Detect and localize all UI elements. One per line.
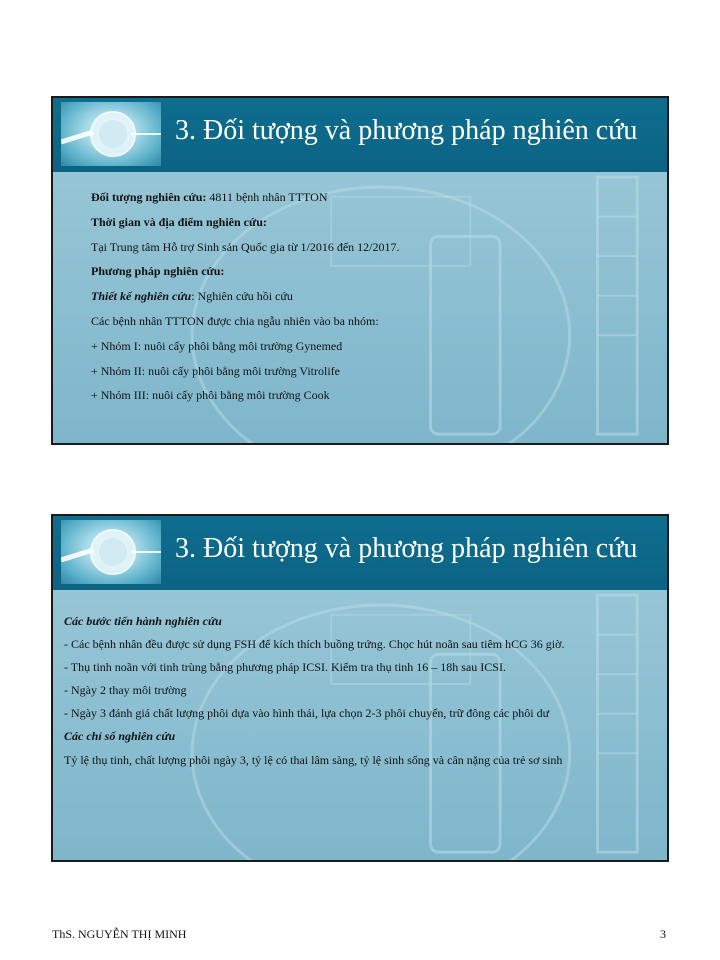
slide-body <box>53 590 667 860</box>
text-line <box>91 264 667 279</box>
line-text: : Nghiên cứu hồi cứu <box>191 289 293 304</box>
slide-title: 3. Đối tượng và phương pháp nghiên cứu <box>175 533 638 564</box>
line-text: Tỷ lệ thụ tinh, chất lượng phôi ngày 3, tỷ lệ có thai lâm sàng, tỷ lệ sinh sống và cân nặng của trẻ sơ sinh <box>64 752 563 767</box>
text-line <box>91 388 667 403</box>
text-line <box>91 314 667 329</box>
text-line <box>64 753 667 768</box>
line-text: - Thụ tinh noãn với tinh trùng bằng phương pháp ICSI. Kiểm tra thụ tinh 16 – 18h sau ICSI. <box>64 660 506 675</box>
line-text: 4811 bệnh nhân TTTON <box>206 190 328 204</box>
text-line <box>91 240 667 255</box>
slide-header <box>53 516 667 590</box>
line-text: - Các bệnh nhân đều được sử dụng FSH để kích thích buồng trứng. Chọc hút noãn sau tiêm hCG 36 giờ. <box>64 637 565 652</box>
page-number: 3 <box>660 927 666 941</box>
line-text: Các bệnh nhân TTTON được chia ngẫu nhiên vào ba nhóm: <box>91 313 379 328</box>
text-line <box>91 289 667 304</box>
line-label: Thời gian và địa điểm nghiên cứu: <box>91 214 267 229</box>
slide-title: 3. Đối tượng và phương pháp nghiên cứu <box>175 115 638 146</box>
line-text: Tại Trung tâm Hỗ trợ Sinh sản Quốc gia từ 1/2016 đến 12/2017. <box>91 239 400 254</box>
microscope-egg-icon <box>61 520 161 584</box>
slide-2 <box>51 514 669 862</box>
text-line <box>91 339 667 354</box>
line-label: Phương pháp nghiên cứu: <box>91 264 225 279</box>
line-label: Đối tượng nghiên cứu: <box>91 190 207 204</box>
text-line <box>64 706 667 721</box>
text-line <box>64 637 667 652</box>
line-text: - Ngày 3 đánh giá chất lượng phôi dựa vào hình thái, lựa chọn 2-3 phôi chuyển, trữ đông các phôi dư <box>64 706 550 721</box>
microscope-egg-icon <box>61 102 161 166</box>
text-line <box>91 215 667 230</box>
line-text: + Nhóm III: nuôi cấy phôi bằng môi trường Cook <box>91 388 330 403</box>
slide-1 <box>51 96 669 445</box>
slide-body <box>53 172 667 443</box>
line-text: + Nhóm I: nuôi cấy phôi bằng môi trường Gynemed <box>91 338 343 353</box>
line-text: - Ngày 2 thay môi trường <box>64 683 187 698</box>
text-line <box>64 683 667 698</box>
slide-header <box>53 98 667 172</box>
text-line <box>64 660 667 675</box>
text-line <box>64 614 667 629</box>
text-line <box>91 190 667 205</box>
line-text: + Nhóm II: nuôi cấy phôi bằng môi trường Vitrolife <box>91 363 340 378</box>
footer-author: ThS. NGUYỄN THỊ MINH <box>52 927 187 941</box>
line-label: Thiết kế nghiên cứu <box>91 289 192 304</box>
line-label: Các bước tiến hành nghiên cứu <box>64 614 222 628</box>
text-line <box>64 729 667 744</box>
text-line <box>91 364 667 379</box>
line-label: Các chỉ số nghiên cứu <box>64 729 176 744</box>
